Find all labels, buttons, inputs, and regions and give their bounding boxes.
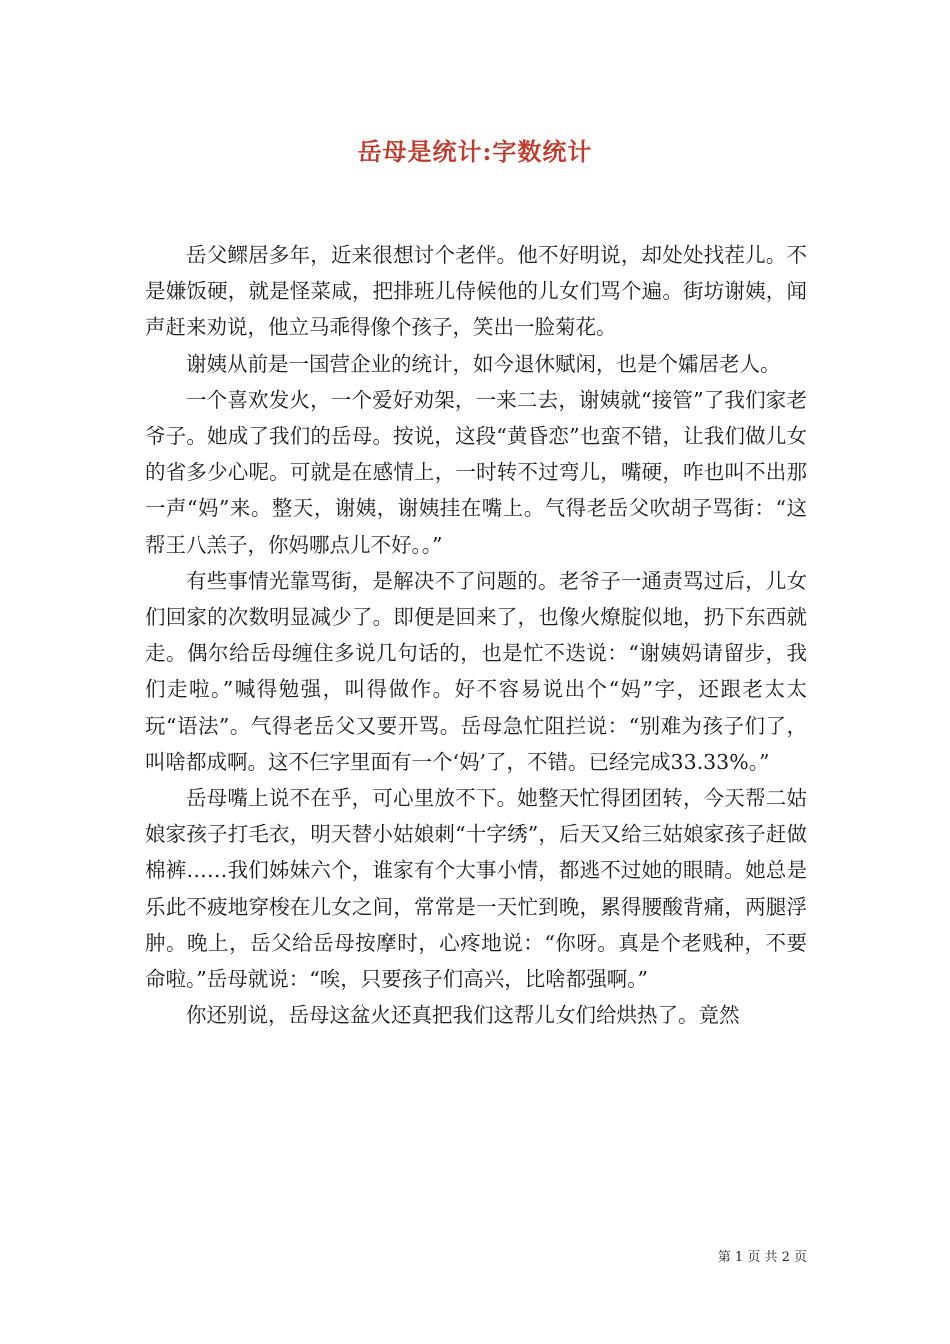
paragraph-6: 你还别说，岳母这盆火还真把我们这帮儿女们给烘热了。竟然 — [186, 1003, 740, 1028]
paragraph-5: 岳母嘴上说不在乎，可心里放不下。她整天忙得团团转，今天帮二姑娘家孩子打毛衣，明天替小姑娘刺“十字绣”，后天又给三姑娘家孩子赶做棉裤……我们姊妹六个，谁家有个大事小情，都逃不过她的眼睛。她总是乐此不疲地穿梭在儿女之间，常常是一天忙到晚，累得腰酸背痛，两腿浮肿。晚上，岳父给岳母按摩时，心疼地说：“你呀。真是个老贱种，不要命啦。”岳母就说：“唉，只要孩子们高兴，比啥都强啊。” — [145, 786, 807, 992]
paragraph-2: 谢姨从前是一国营企业的统计，如今退休赋闲，也是个孀居老人。 — [186, 351, 781, 376]
page-number-footer: 第 1 页 共 2 页 — [717, 1250, 807, 1265]
paragraph-4: 有些事情光靠骂街，是解决不了问题的。老爷子一通责骂过后，儿女们回家的次数明显减少了。即便是回来了，也像火燎腚似地，扔下东西就走。偶尔给岳母缠住多说几句话的，也是忙不迭说：“谢姨妈请留步，我们走啦。”喊得勉强，叫得做作。好不容易说出个“妈”字，还跟老太太玩“语法”。气得老岳父又要开骂。岳母急忙阻拦说：“别难为孩子们了，叫啥都成啊。这不仨字里面有一个‘妈’了，不错。已经完成33.33%。” — [145, 568, 807, 774]
paragraph-3: 一个喜欢发火，一个爱好劝架，一来二去，谢姨就“接管”了我们家老爷子。她成了我们的岳母。按说，这段“黄昏恋”也蛮不错，让我们做儿女的省多少心呢。可就是在感情上，一时转不过弯儿，嘴硬，咋也叫不出那一声“妈”来。整天，谢姨，谢姨挂在嘴上。气得老岳父吹胡子骂街：“这帮王八羔子，你妈哪点儿不好。。” — [145, 387, 807, 557]
paragraph-1: 岳父鳏居多年，近来很想讨个老伴。他不好明说，却处处找茬儿。不是嫌饭硬，就是怪菜咸，把排班儿侍候他的儿女们骂个遍。街坊谢姨，闻声赶来劝说，他立马乖得像个孩子，笑出一脸菊花。 — [145, 243, 807, 340]
article-body — [145, 237, 807, 1033]
page-title: 岳母是统计:字数统计 — [357, 137, 593, 166]
